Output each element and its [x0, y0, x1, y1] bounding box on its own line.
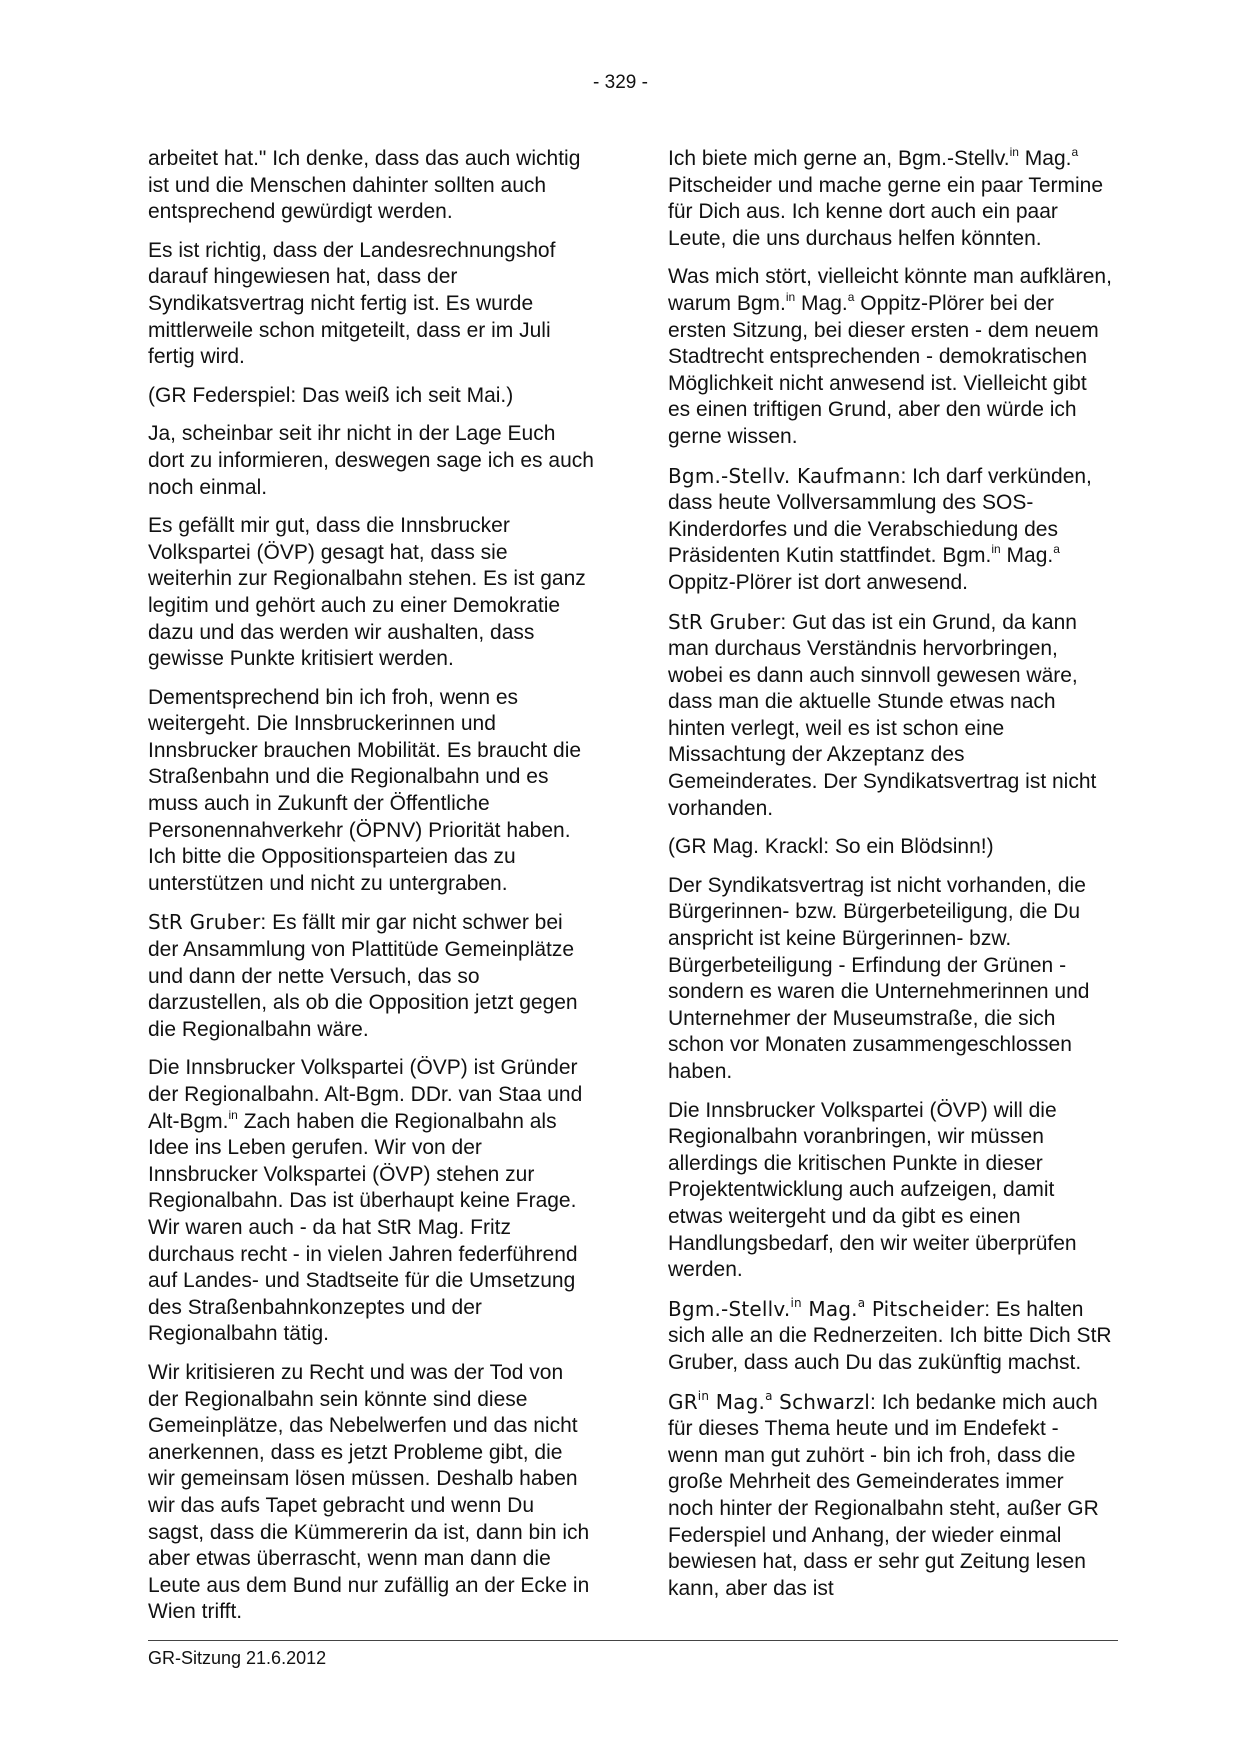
- speech-paragraph: [668, 609, 1114, 823]
- text-fragment: Ich biete mich gerne an, Bgm.-Stellv.: [668, 147, 1010, 170]
- interjection: (GR Mag. Krackl: So ein Blödsinn!): [668, 835, 994, 859]
- paragraph: Wir kritisieren zu Recht und was der Tod von der Regionalbahn sein könnte sind diese Gemeinplätze, das Nebelwerfen und das nicht anerkennen, dass es jetzt Probleme gibt, die wir gemeinsam lösen müssen. Deshalb haben wir das aufs Tapet gebracht und wenn Du sagst, dass die Kümmererin da ist, dann bin ich aber etwas überrascht, wenn man dann die Leute aus dem Bund nur zufällig an der Ecke in Wien trifft.: [148, 1360, 590, 1624]
- speech-text: : Es fällt mir gar nicht schwer bei der Ansammlung von Plattitüde Gemeinplätze und dann der nette Versuch, das so darzustellen, als ob die Opposition jetzt gegen die Regionalbahn wäre.: [148, 911, 578, 1041]
- text-fragment: GR: [668, 1389, 698, 1414]
- paragraph: [668, 146, 1114, 252]
- speech-paragraph: [668, 463, 1114, 597]
- text-fragment: Mag.: [801, 1296, 858, 1321]
- text-fragment: Oppitz-Plörer bei der ersten Sitzung, bei dieser ersten - dem neuem Stadtrecht entsprechenden - demokratischen Möglichkeit nicht anwesend ist. Vielleicht gibt es einen triftigen Grund, aber den würde ich gerne wissen.: [668, 291, 1099, 448]
- superscript: a: [857, 1295, 866, 1310]
- text-fragment: Mag.: [1018, 147, 1072, 170]
- paragraph: Es ist richtig, dass der Landesrechnungshof darauf hingewiesen hat, dass der Syndikatsvertrag nicht fertig ist. Es wurde mittlerweile schon mitgeteilt, dass er im Juli fertig wird.: [148, 238, 556, 369]
- paragraph: Ja, scheinbar seit ihr nicht in der Lage Euch dort zu informieren, deswegen sage ich es auch noch einmal.: [148, 422, 594, 499]
- superscript: in: [697, 1388, 710, 1403]
- text-fragment: Schwarzl: [772, 1389, 871, 1414]
- paragraph: Dementsprechend bin ich froh, wenn es weitergeht. Die Innsbruckerinnen und Innsbrucker brauchen Mobilität. Es braucht die Straßenbahn und die Regionalbahn und es muss auch in Zukunft der Öffentliche Personennahverkehr (ÖPNV) Priorität haben. Ich bitte die Oppositionsparteien das zu unterstützen und nicht zu untergraben.: [148, 685, 582, 895]
- paragraph: arbeitet hat." Ich denke, dass das auch wichtig ist und die Menschen dahinter sollten auch entsprechend gewürdigt werden.: [148, 147, 581, 224]
- speaker-name: StR Gruber: [668, 609, 781, 634]
- speaker-name: StR Gruber: [148, 910, 261, 935]
- footer-divider: [148, 1640, 1118, 1641]
- speaker-name: [668, 1390, 870, 1414]
- text-fragment: Die Innsbrucker Volkspartei (ÖVP) ist Gründer der Regionalbahn. Alt-Bgm. DDr. van Staa und Alt-Bgm.: [148, 1056, 583, 1133]
- text-fragment: Mag.: [1000, 544, 1054, 568]
- speech-text: : Gut das ist ein Grund, da kann man durchaus Verständnis hervorbringen, wobei es dann auch sinnvoll gewesen wäre, dass man die aktuelle Stunde etwas nach hinten verlegt, weil es ist schon eine Missachtung der Akzeptanz des Gemeinderates. Der Syndikatsvertrag ist nicht vorhanden.: [668, 610, 1097, 820]
- speaker-name: [668, 1297, 984, 1321]
- text-fragment: Pitscheider und mache gerne ein paar Termine für Dich aus. Ich kenne dort auch ein paar Leute, die uns durchaus helfen könnten.: [668, 173, 1104, 250]
- speech-text: : Ich bedanke mich auch für dieses Thema heute und im Endefekt - wenn man gut zuhört - bin ich froh, dass die große Mehrheit des Gemeinderates immer noch hinter der Regionalbahn steht, außer GR Federspiel und Anhang, der wieder einmal bewiesen hat, dass er sehr gut Zeitung lesen kann, aber das ist: [668, 1390, 1099, 1600]
- text-fragment: Zach haben die Regionalbahn als Idee ins Leben gerufen. Wir von der Innsbrucker Volkspartei (ÖVP) stehen zur Regionalbahn. Das ist überhaupt keine Frage. Wir waren auch - da hat StR Mag. Fritz durchaus recht - in vielen Jahren federführend auf Landes- und Stadtseite für die Umsetzung des Straßenbahnkonzeptes und der Regionalbahn tätig.: [148, 1109, 578, 1346]
- text-fragment: Mag.: [709, 1389, 766, 1414]
- right-column: [668, 146, 1114, 1614]
- superscript: a: [1071, 145, 1079, 159]
- left-column: [148, 146, 594, 1638]
- paragraph: Der Syndikatsvertrag ist nicht vorhanden, die Bürgerinnen- bzw. Bürgerbeteiligung, die Du anspricht ist keine Bürgerinnen- bzw. Bürgerbeteiligung - Erfindung der Grünen - sondern es waren die Unternehmerinnen und Unternehmer der Museumstraße, die sich schon vor Monaten zusammengeschlossen haben.: [668, 873, 1090, 1083]
- paragraph: [668, 264, 1114, 450]
- text-fragment: : Ich darf verkünden, dass heute Vollversammlung des SOS-Kinderdorfes und die Verabschiedung des Präsidenten Kutin stattfindet. Bgm.: [668, 464, 1092, 568]
- speaker-name: Bgm.-Stellv. Kaufmann: [668, 463, 901, 488]
- paragraph: Es gefällt mir gut, dass die Innsbrucker Volkspartei (ÖVP) gesagt hat, dass sie weiterhin zur Regionalbahn stehen. Es ist ganz legitim und gehört auch zu einer Demokratie dazu und das werden wir aushalten, dass gewisse Punkte kritisiert werden.: [148, 514, 586, 671]
- speech-paragraph: [668, 1296, 1114, 1377]
- superscript: a: [1053, 542, 1060, 557]
- superscript: in: [228, 1107, 238, 1122]
- superscript: a: [847, 289, 855, 304]
- text-fragment: Mag.: [795, 291, 848, 315]
- text-fragment: Oppitz-Plörer ist dort anwesend.: [668, 570, 968, 594]
- superscript: in: [1009, 145, 1019, 159]
- text-fragment: Was mich stört, vielleicht könnte man aufklären, warum Bgm.: [668, 265, 1112, 315]
- interjection: (GR Federspiel: Das weiß ich seit Mai.): [148, 383, 514, 407]
- text-fragment: Bgm.-Stellv.: [668, 1296, 791, 1321]
- speech-text: : Es halten sich alle an die Rednerzeiten. Ich bitte Dich StR Gruber, dass auch Du das zukünftig machst.: [668, 1297, 1112, 1374]
- text-fragment: Pitscheider: [865, 1296, 985, 1321]
- speech-paragraph: [148, 909, 594, 1043]
- speech-paragraph: [668, 1389, 1114, 1603]
- paragraph: [148, 1055, 594, 1348]
- superscript: in: [991, 542, 1001, 557]
- superscript: in: [785, 289, 796, 304]
- superscript: in: [790, 1295, 802, 1310]
- page-number: - 329 -: [593, 72, 648, 93]
- paragraph: Die Innsbrucker Volkspartei (ÖVP) will die Regionalbahn voranbringen, wir müssen allerdings die kritischen Punkte in dieser Projektentwicklung auch aufzeigen, damit etwas weitergeht und da gibt es einen Handlungsbedarf, den wir weiter überprüfen werden.: [668, 1098, 1077, 1282]
- footer-text: GR-Sitzung 21.6.2012: [148, 1648, 327, 1668]
- superscript: a: [765, 1388, 773, 1403]
